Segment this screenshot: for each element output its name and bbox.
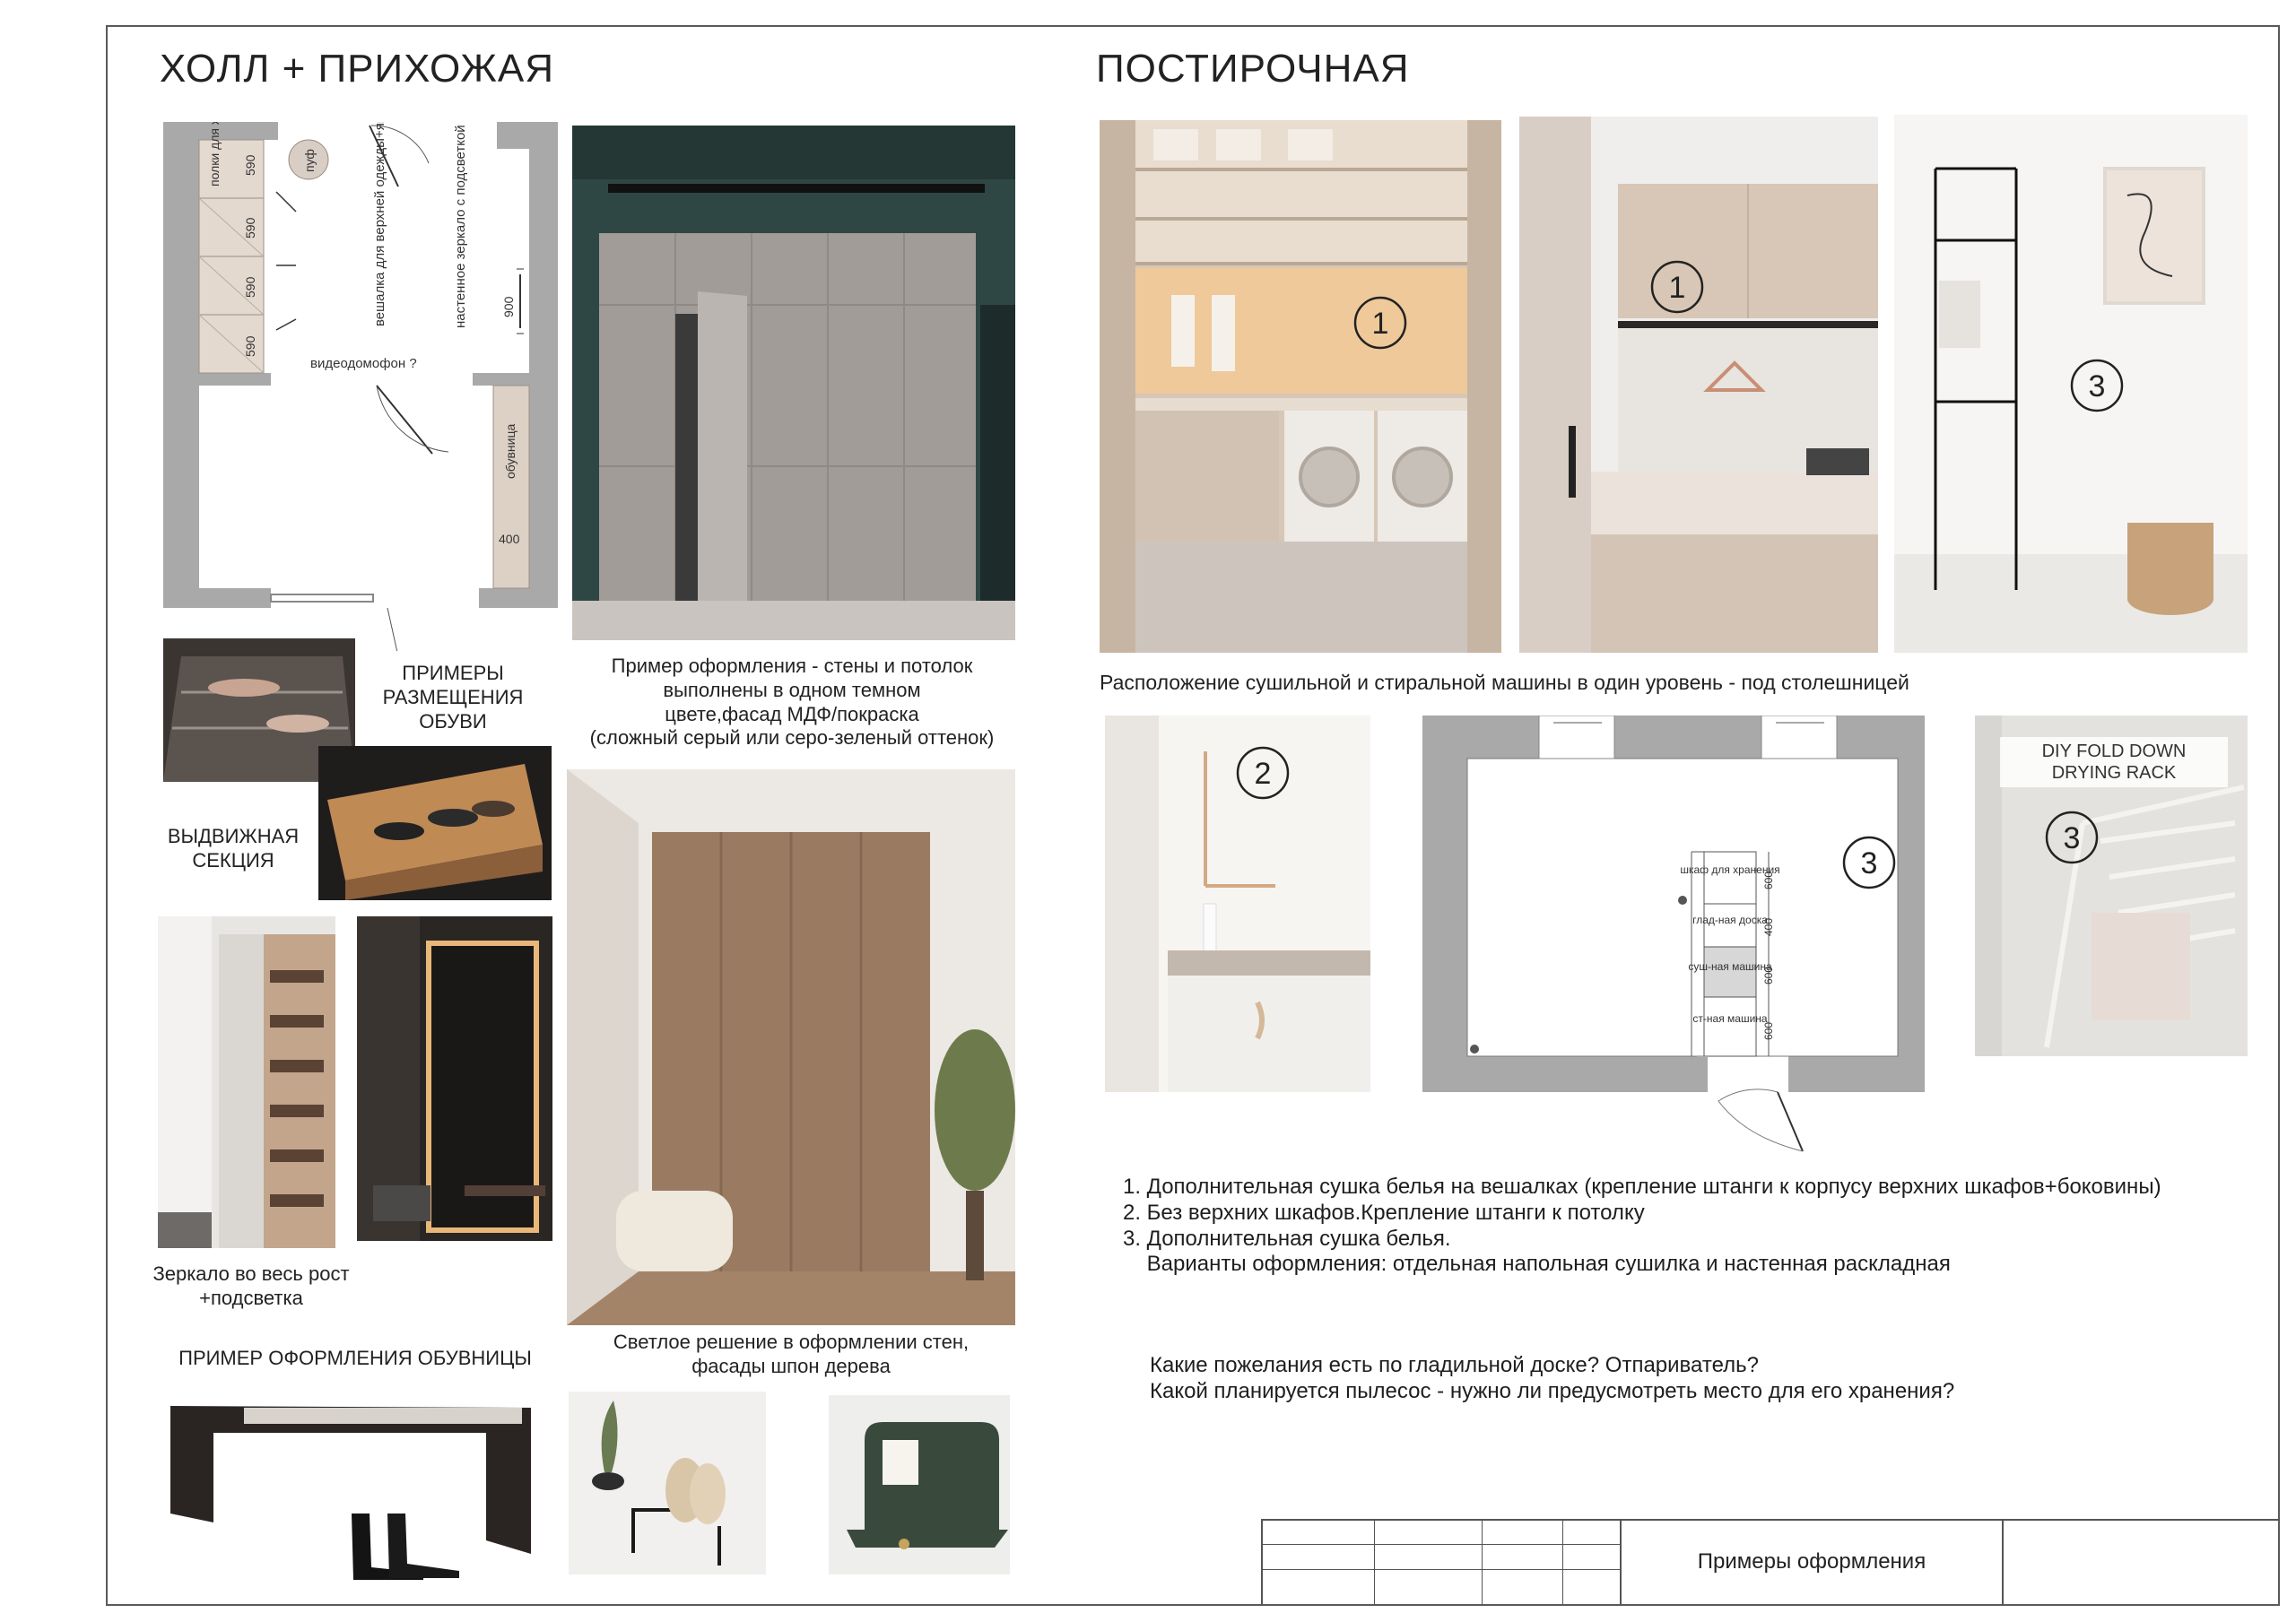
shelves-label: полки для хр.обуви (207, 122, 222, 186)
hanger-label: вешалка для верхней одежды+ящики (372, 122, 387, 326)
ironing-label: глад-ная доска (1692, 914, 1768, 926)
wall-shelf-photo (829, 1395, 1010, 1574)
mirror-dim: 900 (501, 296, 516, 317)
washer-dim: 600 (1762, 1021, 1775, 1040)
shelf-dim-3: 590 (243, 276, 257, 298)
title-block (1261, 1519, 2280, 1606)
question-1: Какие пожелания есть по гладильной доске? Отпариватель? (1150, 1353, 1759, 1377)
question-2: Какой планируется пылесос - нужно ли предусмотреть место для его хранения? (1150, 1379, 1955, 1404)
mirror-label: настенное зеркало с подсветкой (453, 125, 468, 328)
hall-title: ХОЛЛ + ПРИХОЖАЯ (160, 47, 555, 91)
washer-label: ст-ная машина (1692, 1012, 1768, 1025)
diy-caption: DIY FOLD DOWN DRYING RACK (2000, 737, 2228, 787)
note-4: Варианты оформления: отдельная напольная сушилка и настенная раскладная (1123, 1252, 1951, 1277)
marker-3c: 3 (2063, 821, 2081, 855)
light-design-caption: Светлое решение в оформлении стен, фасады шпон дерева (613, 1331, 970, 1377)
marker-2: 2 (1254, 757, 1272, 791)
ceiling-rod-photo (1105, 716, 1370, 1092)
dryer-dim: 600 (1762, 966, 1775, 984)
questions (1150, 1352, 1954, 1405)
mirror-caption: Зеркало во весь рост +подсветка (152, 1262, 350, 1309)
drawer-caption: ВЫДВИЖНАЯ СЕКЦИЯ (167, 825, 300, 872)
shoe-cabinet-dim: 400 (499, 532, 520, 546)
note-3: 3. Дополнительная сушка белья. (1123, 1226, 1451, 1251)
shoe-cabinet-design-caption: ПРИМЕР ОФОРМЛЕНИЯ ОБУВНИЦЫ (178, 1347, 532, 1369)
note-2: 2. Без верхних шкафов.Крепление штанги к потолку (1123, 1200, 1645, 1225)
dark-wardrobe-photo (572, 126, 1015, 640)
fold-down-rack-photo (1975, 716, 2248, 1056)
light-wood-photo (567, 769, 1015, 1325)
dark-design-caption: Пример оформления - стены и потолок выполнены в одном темном цвете,фасад МДФ/покраска (сложный серый или серо-зеленый оттенок) (589, 655, 995, 750)
laundry-title: ПОСТИРОЧНАЯ (1096, 47, 1410, 91)
marker-3a: 3 (2088, 369, 2106, 403)
laundry-floor-plan (1422, 716, 1935, 1155)
sheet-name: Примеры оформления (1697, 1549, 1926, 1574)
placement-caption: Расположение сушильной и стиральной машины в один уровень - под столешницей (1100, 671, 1909, 694)
shelf-dim-2: 590 (243, 217, 257, 239)
shoe-cabinet-label: обувница (503, 423, 517, 479)
marker-1a: 1 (1371, 307, 1389, 341)
mirror-backlit-photo (357, 916, 552, 1241)
note-1: 1. Дополнительная сушка белья на вешалках (крепление штанги к корпусу верхних шкафов+боковины) (1123, 1175, 2161, 1199)
ironing-dim: 400 (1762, 917, 1775, 936)
shelf-dim-1: 590 (243, 154, 257, 176)
shoe-examples-caption: ПРИМЕРЫ РАЗМЕЩЕНИЯ ОБУВИ (382, 662, 524, 733)
laundry-cabinet-photo (1519, 117, 1878, 653)
drawer-photo (318, 746, 552, 900)
bench-photo (163, 1388, 544, 1582)
laundry-notes (1123, 1175, 2161, 1278)
storage-dim: 600 (1762, 871, 1775, 889)
laundry-niche-photo (1100, 120, 1501, 653)
hall-floor-plan (163, 122, 558, 651)
marker-1b: 1 (1668, 271, 1686, 305)
ladder-rack-photo (1894, 115, 2248, 653)
shelf-dim-4: 590 (243, 335, 257, 357)
marker-3b: 3 (1860, 846, 1878, 880)
storage-label: шкаф для хранения (1680, 863, 1780, 876)
intercom-label: видеодомофон ? (310, 356, 417, 371)
pouf-label: пуф (302, 149, 317, 172)
shoe-stand-photo (569, 1392, 766, 1574)
shoe-cabinet-photo (158, 916, 335, 1248)
dryer-label: суш-ная машина (1688, 960, 1772, 973)
